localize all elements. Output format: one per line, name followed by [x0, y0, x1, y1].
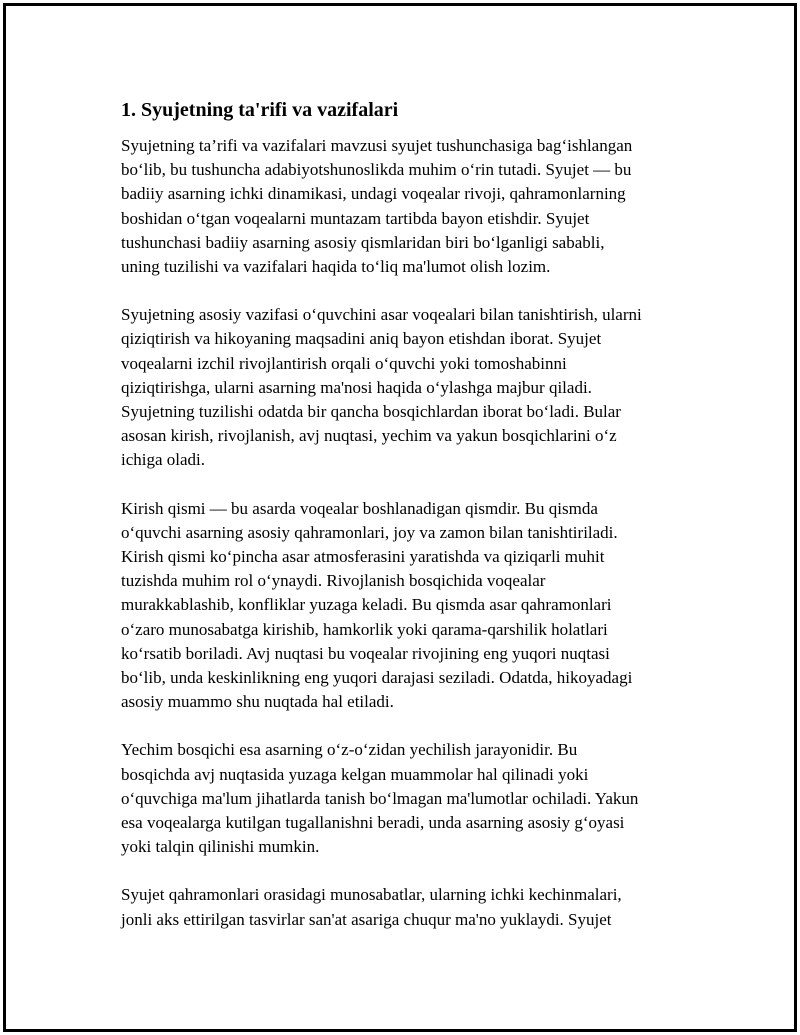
text-line: o‘quvchi asarning asosiy qahramonlari, joy va zamon bilan tanishtiriladi. — [121, 522, 618, 542]
text-line: bosqichda avj nuqtasida yuzaga kelgan muammolar hal qilinadi yoki — [121, 764, 589, 784]
document-body — [121, 98, 701, 956]
text-line: voqealarni izchil rivojlantirish orqali o‘quvchi yoki tomoshabinni — [121, 353, 567, 373]
text-line: badiiy asarning ichki dinamikasi, undagi voqealar rivoji, qahramonlarning — [121, 184, 626, 204]
paragraph — [121, 134, 701, 279]
section-heading: 1. Syujetning ta'rifi va vazifalari — [121, 99, 399, 121]
text-line: tuzishda muhim rol o‘ynaydi. Rivojlanish bosqichida voqealar — [121, 571, 546, 591]
text-line: asosan kirish, rivojlanish, avj nuqtasi, yechim va yakun bosqichlarini o‘z — [121, 426, 617, 446]
paragraph — [121, 738, 701, 859]
text-line: Syujetning asosiy vazifasi o‘quvchini asar voqealari bilan tanishtirish, ularni — [121, 305, 642, 325]
text-line: Syujetning ta’rifi va vazifalari mavzusi syujet tushunchasiga bag‘ishlangan — [121, 136, 633, 155]
text-line: Kirish qismi — bu asarda voqealar boshlanadigan qismdir. Bu qismda — [121, 498, 598, 518]
text-line: jonli aks ettirilgan tasvirlar san'at asariga chuqur ma'no yuklaydi. Syujet — [121, 909, 612, 929]
text-line: boshidan o‘tgan voqealarni muntazam tartibda bayon etishdir. Syujet — [121, 208, 590, 228]
text-line: yoki talqin qilinishi mumkin. — [121, 837, 320, 857]
text-line: Syujetning tuzilishi odatda bir qancha bosqichlardan iborat bo‘ladi. Bular — [121, 402, 621, 422]
text-line: qiziqtirish va hikoyaning maqsadini aniq bayon etishdan iborat. Syujet — [121, 329, 602, 349]
text-line: Kirish qismi ko‘pincha asar atmosferasini yaratishda va qiziqarli muhit — [121, 547, 605, 567]
text-line: asosiy muammo shu nuqtada hal etiladi. — [121, 692, 394, 712]
paragraph — [121, 497, 701, 715]
text-line: ichiga oladi. — [121, 450, 206, 470]
text-line: o‘zaro munosabatga kirishib, hamkorlik yoki qarama-qarshilik holatlari — [121, 619, 608, 639]
text-line: murakkablashib, konfliklar yuzaga keladi. Bu qismda asar qahramonlari — [121, 595, 612, 615]
text-line: o‘quvchiga ma'lum jihatlarda tanish bo‘lmagan ma'lumotlar ochiladi. Yakun — [121, 788, 639, 808]
text-line: Syujet qahramonlari orasidagi munosabatlar, ularning ichki kechinmalari, — [121, 885, 622, 905]
text-line: qiziqtirishga, ularni asarning ma'nosi haqida o‘ylashga majbur qiladi. — [121, 377, 592, 397]
text-line: ko‘rsatib boriladi. Avj nuqtasi bu voqealar rivojining eng yuqori nuqtasi — [121, 643, 610, 663]
text-line: uning tuzilishi va vazifalari haqida to‘liq ma'lumot olish lozim. — [121, 257, 551, 277]
paragraph — [121, 303, 701, 472]
text-line: bo‘lib, unda keskinlikning eng yuqori darajasi seziladi. Odatda, hikoyadagi — [121, 668, 633, 688]
text-line: esa voqealarga kutilgan tugallanishni beradi, unda asarning asosiy g‘oyasi — [121, 813, 625, 833]
text-line: tushunchasi badiiy asarning asosiy qismlaridan biri bo‘lganligi sababli, — [121, 232, 605, 252]
text-line: bo‘lib, bu tushuncha adabiyotshunoslikda muhim o‘rin tutadi. Syujet — bu — [121, 160, 632, 180]
text-line: Yechim bosqichi esa asarning o‘z-o‘zidan yechilish jarayonidir. Bu — [121, 740, 578, 760]
page-frame — [3, 3, 797, 1032]
paragraph — [121, 883, 701, 931]
